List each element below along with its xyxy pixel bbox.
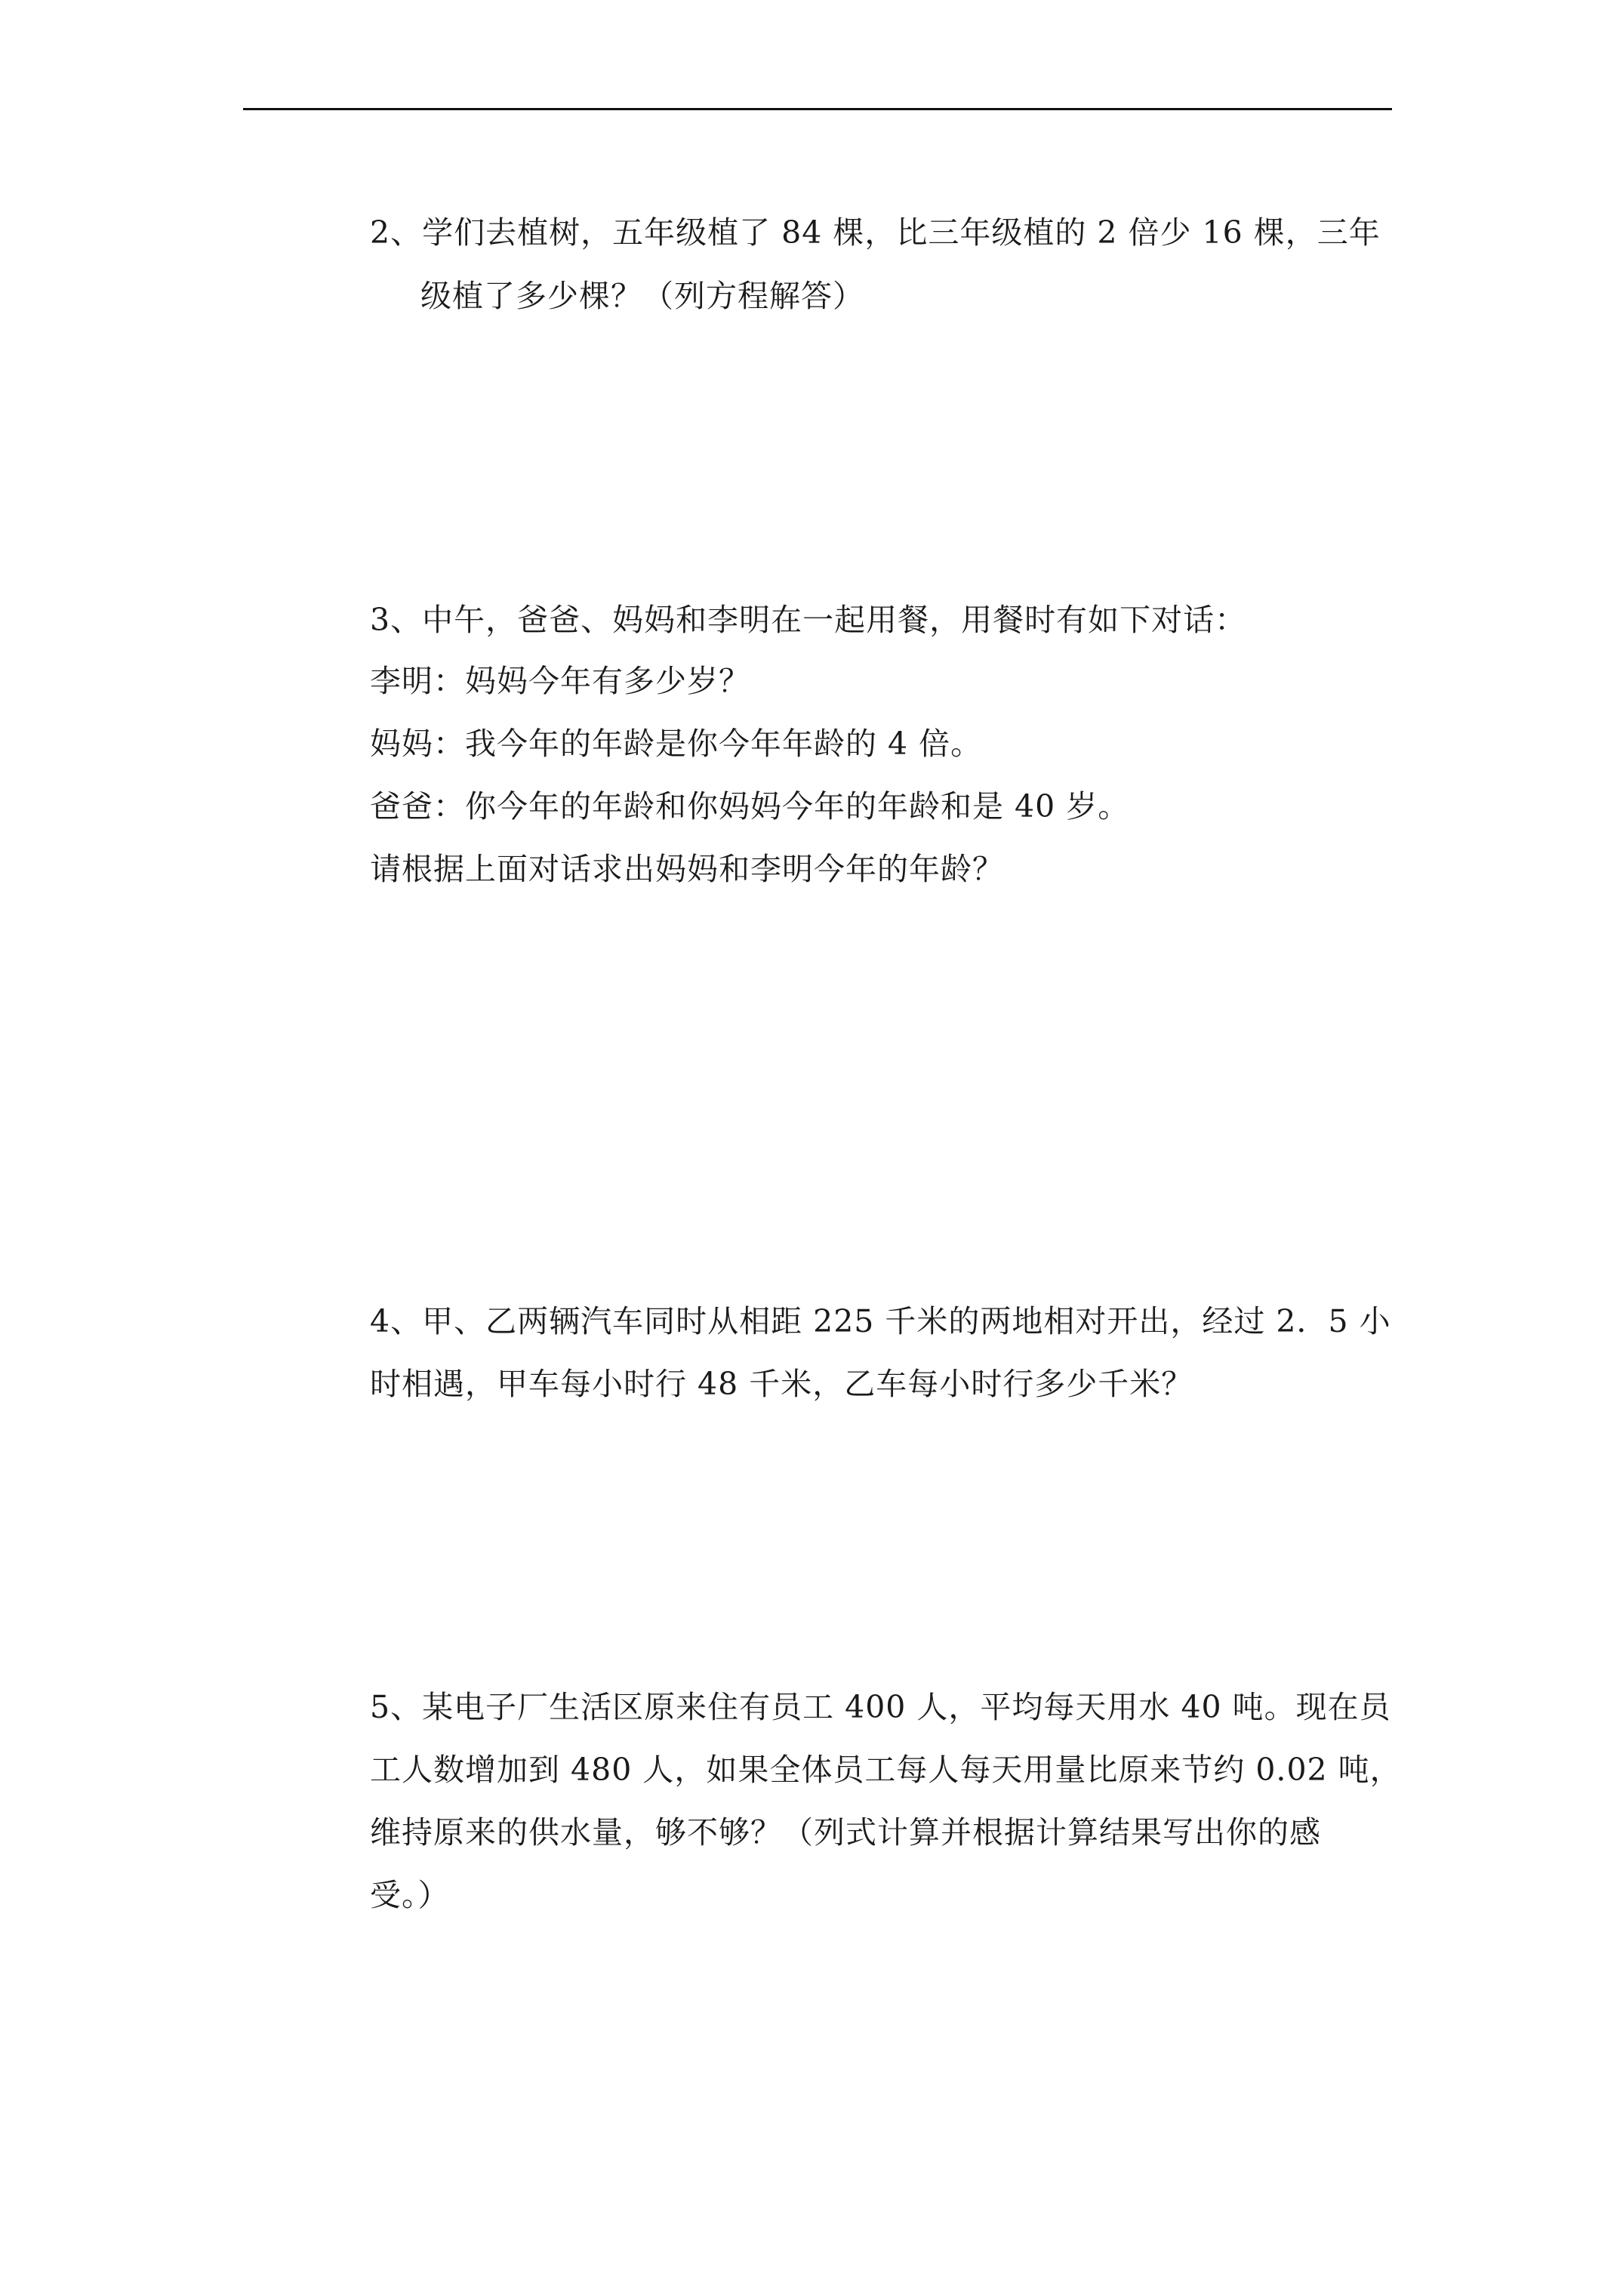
problem-5-line-3: 维持原来的供水量，够不够？（列式计算并根据计算结果写出你的感 [370, 1814, 1321, 1851]
problem-5-line-4: 受。） [370, 1877, 450, 1913]
problem-4-line-2: 时相遇，甲车每小时行 48 千米，乙车每小时行多少千米？ [370, 1366, 1193, 1402]
problem-3-line-3: 妈妈：我今年的年龄是你今年年龄的 4 倍。 [370, 726, 983, 762]
problem-4-line-1: 4、甲、乙两辆汽车同时从相距 225 千米的两地相对开出，经过 2．5 小 [370, 1303, 1391, 1339]
problem-3-line-5: 请根据上面对话求出妈妈和李明今年的年龄？ [370, 851, 1004, 887]
problem-2-line-1: 2、学们去植树，五年级植了 84 棵，比三年级植的 2 倍少 16 棵，三年 [370, 214, 1381, 251]
problem-3-line-1: 3、中午，爸爸、妈妈和李明在一起用餐，用餐时有如下对话： [370, 602, 1247, 638]
problem-5-line-2: 工人数增加到 480 人，如果全体员工每人每天用量比原来节约 0.02 吨， [370, 1752, 1402, 1788]
header-rule [243, 108, 1392, 110]
problem-3-line-2: 李明：妈妈今年有多少岁？ [370, 663, 750, 699]
problem-5-line-1: 5、某电子厂生活区原来住有员工 400 人，平均每天用水 40 吨。现在员 [370, 1689, 1391, 1725]
problem-2-line-2: 级植了多少棵？（列方程解答） [420, 278, 864, 314]
problem-3-line-4: 爸爸：你今年的年龄和你妈妈今年的年龄和是 40 岁。 [370, 788, 1130, 824]
